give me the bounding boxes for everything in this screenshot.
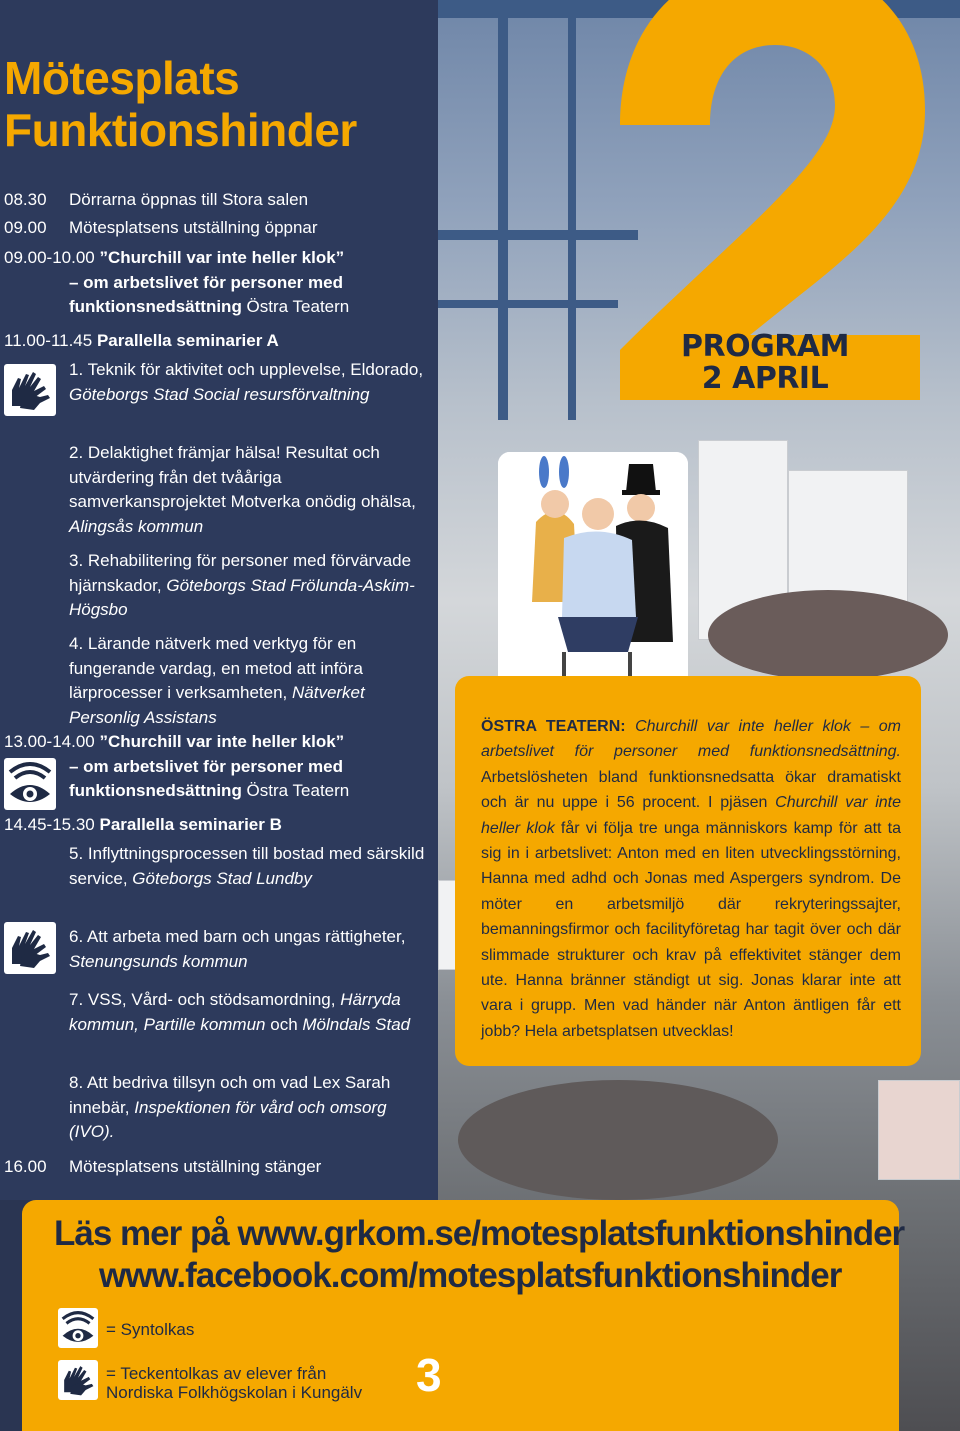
roof-beam [438, 300, 618, 308]
website-link[interactable]: Läs mer på www.grkom.se/motesplatsfunktionshinder [54, 1214, 905, 1253]
schedule-subline: – om arbetslivet för personer med [69, 273, 343, 292]
sign-language-icon [58, 1360, 98, 1400]
sign-language-icon [4, 922, 56, 974]
sign-language-icon [4, 364, 56, 416]
seminar-item: 7. VSS, Vård- och stödsamordning, Härryda kommun, Partille kommun och Mölndals Stad [69, 990, 411, 1034]
seminar-item: 5. Inflyttningsprocessen till bostad med särskild service, Göteborgs Stad Lundby [69, 844, 425, 888]
schedule-subline: funktionsnedsättning Östra Teatern [69, 781, 350, 800]
steel-column [568, 0, 576, 420]
crowd [708, 590, 948, 680]
audio-description-eye-icon [4, 758, 56, 810]
legend-teckentolkas: = Teckentolkas av elever från Nordiska Folkhögskolan i Kungälv [106, 1364, 363, 1402]
teatern-description: ÖSTRA TEATERN: Churchill var inte heller klok – om arbetslivet för personer med funktionsnedsättning. Arbetslösheten bland funktionsnedsatta ökar dramatiskt och är nu uppe i 56 procent. I pjäsen Churchill var inte heller klok får vi följa tre unga människors kamp för att ta sig in i arbetslivet: Anton med en liten utvecklingsstörning, Hanna med adhd och Jonas med Aspergers syndrom. De möter en arbetsmiljö där rekryteringssajter, bemanningsfirmor och facilityföretag har tagit över och där slimmade strukturer och krav på effektivitet stänger dem ute. Hanna bränner ständigt ut sig. Jonas klarar inte att vara i grupp. Men vad händer när Anton äntligen får ett jobb? Hela arbetsplatsen utvecklas! [455, 676, 921, 1066]
legend-syntolkas: = Syntolkas [106, 1320, 195, 1339]
seminar-item: 2. Delaktighet främjar hälsa! Resultat och utvärdering från det tvååriga samverkansprojektet Motverka onödig ohälsa, Alingsås kommun [69, 443, 416, 536]
page-number: 3 [416, 1349, 442, 1401]
seminar-item: 6. Att arbeta med barn och ungas rättigheter, Stenungsunds kommun [69, 927, 406, 971]
facebook-link[interactable]: www.facebook.com/motesplatsfunktionshinder [99, 1256, 842, 1295]
schedule-row: 11.00-11.45 Parallella seminarier A [4, 331, 279, 350]
seminar-item: 1. Teknik för aktivitet och upplevelse, Eldorado, Göteborgs Stad Social resursförvaltning [69, 360, 424, 404]
seminar-item: 4. Lärande nätverk med verktyg för en fungerande vardag, en metod att införa lärprocesser i verksamheten, Nätverket Personlig Assistans [69, 634, 365, 727]
poster [878, 1080, 960, 1180]
schedule-row: 13.00-14.00 ”Churchill var inte heller klok” [4, 732, 345, 751]
crowd [458, 1080, 778, 1200]
schedule-row: 09.00-10.00 ”Churchill var inte heller klok” [4, 248, 345, 267]
schedule-row: 14.45-15.30 Parallella seminarier B [4, 815, 282, 834]
footer-box [22, 1200, 905, 1431]
seminar-item: 8. Att bedriva tillsyn och om vad Lex Sarah innebär, Inspektionen för vård och omsorg (IVO). [69, 1073, 391, 1141]
seminar-item: 3. Rehabilitering för personer med förvärvade hjärnskador, Göteborgs Stad Frölunda-Askim-Högsbo [69, 551, 415, 619]
program-heading: PROGRAM 2 APRIL [681, 329, 849, 396]
actors-photo [498, 452, 688, 696]
steel-column [498, 0, 508, 420]
schedule-subline: – om arbetslivet för personer med [69, 757, 343, 776]
page-title: Mötesplats Funktionshinder [4, 52, 357, 156]
schedule-subline: funktionsnedsättning Östra Teatern [69, 297, 350, 316]
audio-description-eye-icon [58, 1308, 98, 1348]
